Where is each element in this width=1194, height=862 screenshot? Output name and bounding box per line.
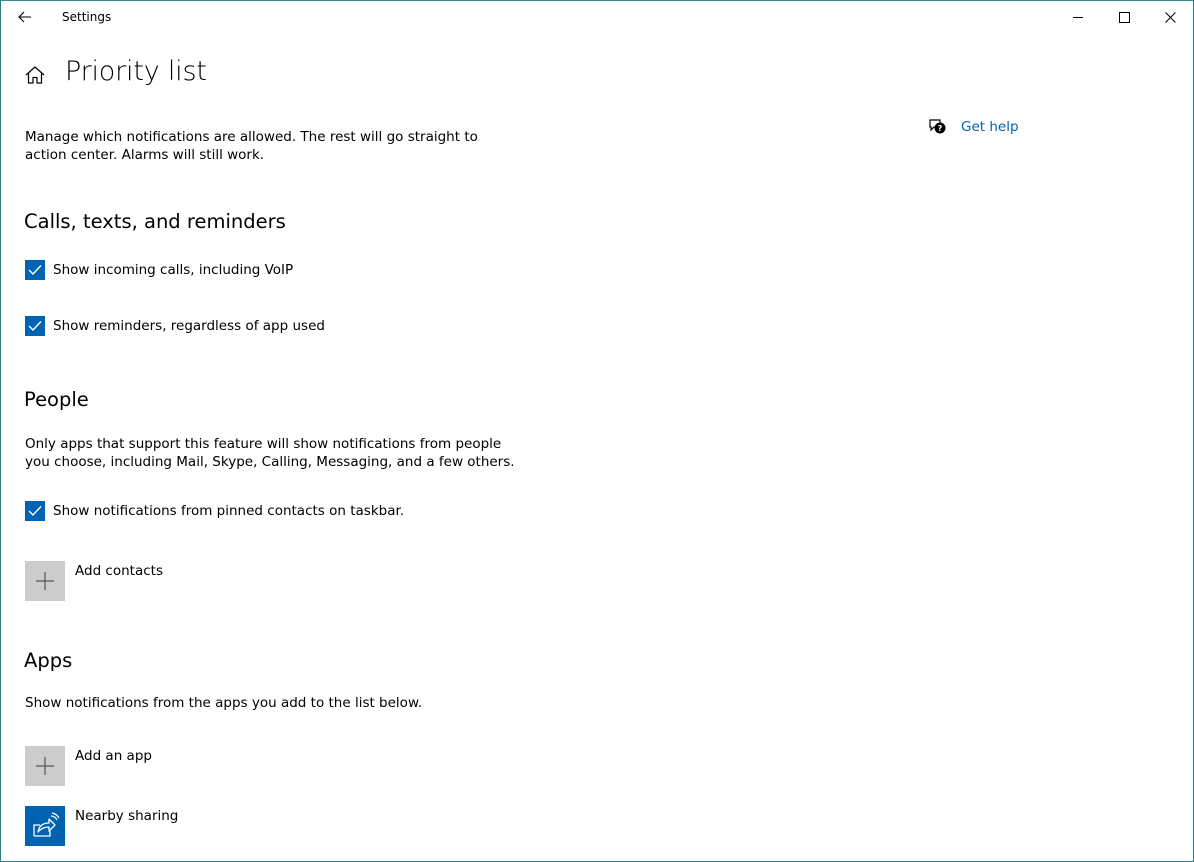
minimize-icon <box>1073 12 1084 23</box>
people-description <box>25 435 515 471</box>
calls-section-heading: Calls, texts, and reminders <box>24 210 286 233</box>
pinned-contacts-checkbox[interactable] <box>25 501 45 521</box>
nearby-sharing-icon <box>30 812 60 840</box>
people-desc-line-2: you choose, including Mail, Skype, Calling, Messaging, and a few others. <box>25 454 515 470</box>
add-contacts-button[interactable] <box>25 561 65 601</box>
get-help-label: Get help <box>961 119 1019 135</box>
people-desc-line-1: Only apps that support this feature will show notifications from people <box>25 436 502 452</box>
intro-line-2: action center. Alarms will still work. <box>25 147 265 163</box>
back-button[interactable] <box>8 0 42 34</box>
reminders-checkbox-row[interactable] <box>25 316 325 336</box>
apps-section-heading: Apps <box>24 649 73 672</box>
svg-text:?: ? <box>937 124 943 133</box>
checkmark-icon <box>28 505 42 517</box>
incoming-calls-checkbox[interactable] <box>25 260 45 280</box>
reminders-checkbox[interactable] <box>25 316 45 336</box>
maximize-button[interactable] <box>1101 0 1147 34</box>
apps-description: Show notifications from the apps you add to the list below. <box>25 695 423 711</box>
plus-icon <box>36 572 54 590</box>
nearby-sharing-app-tile[interactable] <box>25 806 65 846</box>
nearby-sharing-label[interactable]: Nearby sharing <box>75 808 179 824</box>
close-icon <box>1165 12 1176 23</box>
minimize-button[interactable] <box>1055 0 1101 34</box>
back-arrow-icon <box>18 11 32 23</box>
page-title: Priority list <box>65 56 207 87</box>
reminders-label: Show reminders, regardless of app used <box>53 318 325 334</box>
people-section-heading: People <box>24 388 89 411</box>
add-app-button[interactable] <box>25 746 65 786</box>
incoming-calls-checkbox-row[interactable] <box>25 260 293 280</box>
checkmark-icon <box>28 264 42 276</box>
pinned-contacts-checkbox-row[interactable] <box>25 501 404 521</box>
checkmark-icon <box>28 320 42 332</box>
pinned-contacts-label: Show notifications from pinned contacts on taskbar. <box>53 503 405 519</box>
home-button[interactable] <box>22 62 48 88</box>
chat-help-icon <box>928 118 948 136</box>
add-app-label[interactable]: Add an app <box>75 748 152 764</box>
home-icon <box>25 66 45 84</box>
intro-text <box>25 128 478 164</box>
incoming-calls-label: Show incoming calls, including VoIP <box>53 262 294 278</box>
plus-icon <box>36 757 54 775</box>
window-title: Settings <box>62 10 112 24</box>
maximize-icon <box>1119 12 1130 23</box>
get-help-link[interactable] <box>928 118 1019 136</box>
add-contacts-label[interactable]: Add contacts <box>75 563 163 579</box>
intro-line-1: Manage which notifications are allowed. The rest will go straight to <box>25 129 478 145</box>
close-button[interactable] <box>1147 0 1193 34</box>
